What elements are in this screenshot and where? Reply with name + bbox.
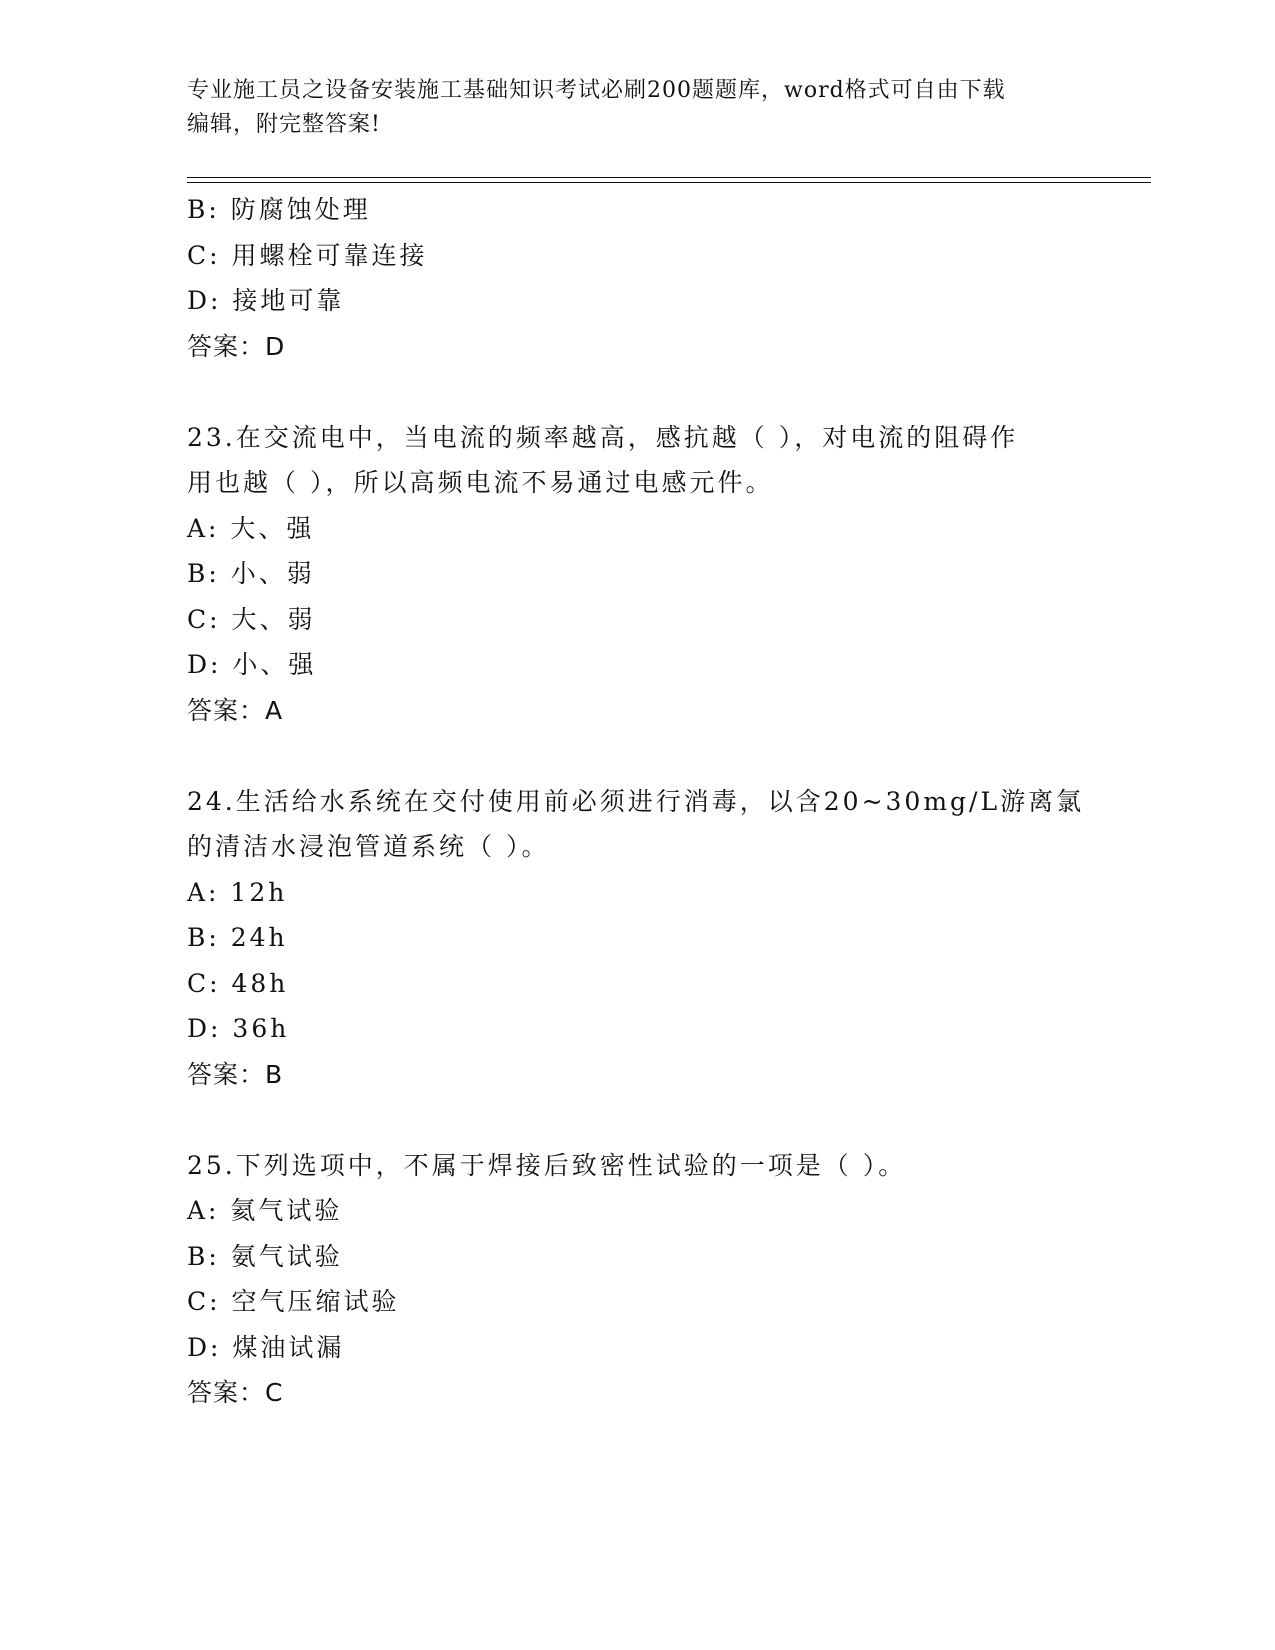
question-spacer	[187, 733, 1087, 779]
question-block-24	[187, 779, 1087, 1098]
question-stem-line: 24.生活给水系统在交付使用前必须进行消毒，以含20~30mg/L游离氯	[187, 786, 1085, 816]
option-b: B: 24h	[187, 923, 288, 952]
question-block-25	[187, 1143, 1087, 1416]
answer-line: 答案：C	[187, 1378, 284, 1407]
header-title-line-2: 编辑，附完整答案!	[187, 112, 381, 137]
option-c: C: 大、弱	[187, 604, 316, 634]
answer-line: 答案：A	[187, 695, 284, 725]
header-title-line-1: 专业施工员之设备安装施工基础知识考试必刷200题题库，word格式可自由下载	[187, 78, 1006, 103]
option-d: D: 接地可靠	[187, 286, 345, 315]
option-c: C: 48h	[187, 968, 289, 998]
answer-line: 答案：B	[187, 1059, 284, 1089]
option-a: A: 12h	[187, 877, 288, 907]
question-stem-line: 25.下列选项中，不属于焊接后致密性试验的一项是（ ）。	[187, 1150, 907, 1180]
option-d: D: 煤油试漏	[187, 1332, 345, 1362]
option-c: C: 用螺栓可靠连接	[187, 240, 428, 270]
option-b: B: 氨气试验	[187, 1241, 343, 1271]
question-block-23	[187, 415, 1087, 734]
document-header	[187, 74, 1087, 142]
header-divider	[187, 177, 1151, 183]
question-stem-line: 的清洁水浸泡管道系统（ ）。	[187, 832, 550, 861]
question-list	[187, 187, 1087, 1416]
option-a: A: 大、强	[187, 513, 315, 543]
option-d: D: 36h	[187, 1014, 290, 1043]
option-a: A: 氦气试验	[187, 1196, 343, 1225]
answer-line: 答案：D	[187, 331, 286, 361]
question-spacer	[187, 1097, 1087, 1143]
question-spacer	[187, 369, 1087, 415]
option-b: B: 防腐蚀处理	[187, 195, 371, 224]
question-stem-line: 23.在交流电中，当电流的频率越高，感抗越（ ），对电流的阻碍作	[187, 422, 1019, 452]
option-d: D: 小、强	[187, 650, 317, 679]
option-b: B: 小、弱	[187, 559, 315, 588]
question-block-continued	[187, 187, 1087, 369]
option-c: C: 空气压缩试验	[187, 1287, 400, 1316]
question-stem-line: 用也越（ ），所以高频电流不易通过电感元件。	[187, 468, 774, 497]
